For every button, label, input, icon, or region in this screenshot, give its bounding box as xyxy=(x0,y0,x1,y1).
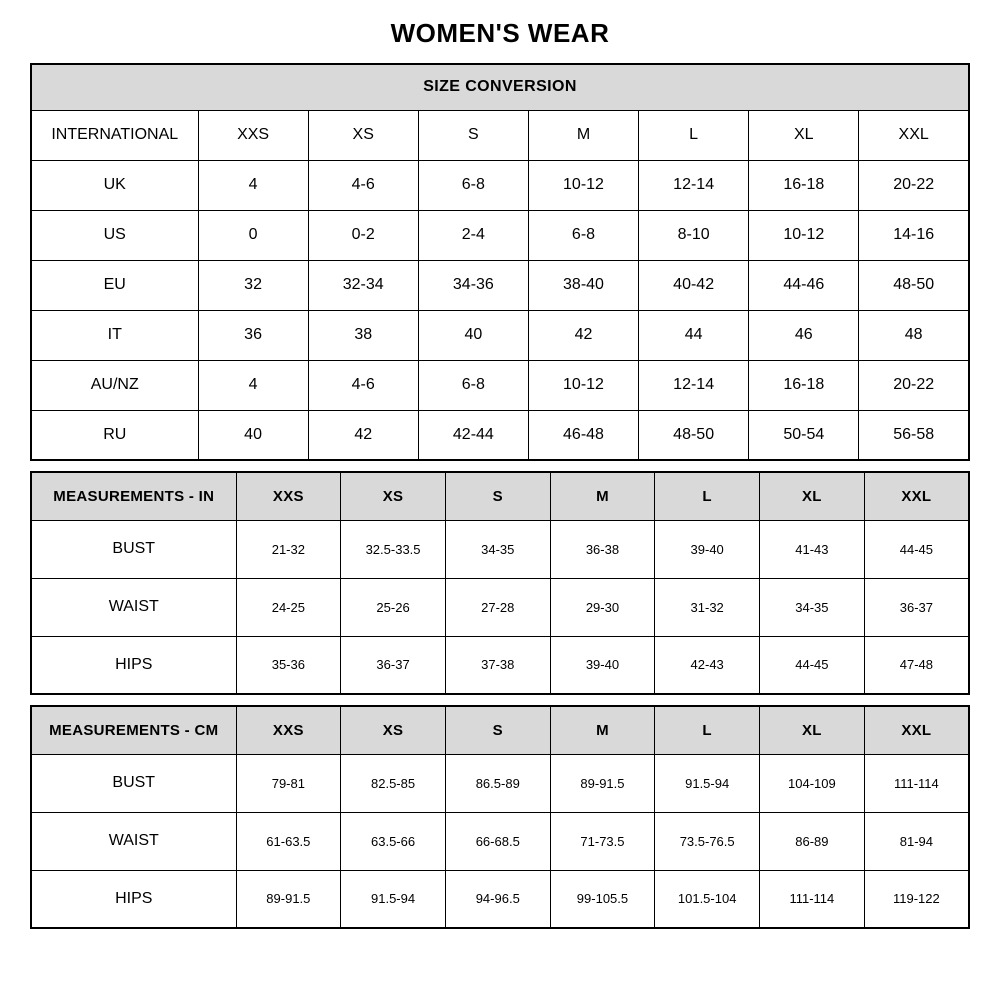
size-cell: 4 xyxy=(198,160,308,210)
size-cell: 48-50 xyxy=(639,410,749,460)
size-header-cell: XXL xyxy=(864,706,969,754)
table-row xyxy=(31,210,969,260)
size-cell: 46-48 xyxy=(528,410,638,460)
size-cell: 6-8 xyxy=(418,360,528,410)
size-cell: XL xyxy=(749,110,859,160)
measurement-cell: 31-32 xyxy=(655,578,760,636)
size-cell: 36 xyxy=(198,310,308,360)
size-cell: 2-4 xyxy=(418,210,528,260)
size-cell: 48 xyxy=(859,310,969,360)
measurement-cell: 91.5-94 xyxy=(341,870,446,928)
measurement-cell: 27-28 xyxy=(445,578,550,636)
measurement-cell: 25-26 xyxy=(341,578,446,636)
measurement-cell: 79-81 xyxy=(236,754,341,812)
measurement-cell: 36-38 xyxy=(550,520,655,578)
measurement-cell: 66-68.5 xyxy=(445,812,550,870)
size-header-cell: S xyxy=(445,472,550,520)
measurement-cell: 89-91.5 xyxy=(236,870,341,928)
size-cell: 16-18 xyxy=(749,360,859,410)
measurement-cell: 119-122 xyxy=(864,870,969,928)
measurement-cell: 39-40 xyxy=(550,636,655,694)
measurement-cell: 81-94 xyxy=(864,812,969,870)
measurements-in-table xyxy=(30,471,970,695)
row-label: BUST xyxy=(31,754,236,812)
row-label: UK xyxy=(31,160,198,210)
size-cell: 56-58 xyxy=(859,410,969,460)
measurement-cell: 32.5-33.5 xyxy=(341,520,446,578)
size-cell: 48-50 xyxy=(859,260,969,310)
size-cell: 38 xyxy=(308,310,418,360)
size-cell: 10-12 xyxy=(528,360,638,410)
size-cell: S xyxy=(418,110,528,160)
page-title: WOMEN'S WEAR xyxy=(390,18,610,48)
table-row xyxy=(31,870,969,928)
measurements-cm-title: MEASUREMENTS - CM xyxy=(31,706,236,754)
size-cell: L xyxy=(639,110,749,160)
size-cell: 4 xyxy=(198,360,308,410)
measurement-cell: 63.5-66 xyxy=(341,812,446,870)
measurement-cell: 104-109 xyxy=(760,754,865,812)
size-header-cell: XL xyxy=(760,706,865,754)
size-cell: 34-36 xyxy=(418,260,528,310)
row-label: WAIST xyxy=(31,578,236,636)
size-cell: 44-46 xyxy=(749,260,859,310)
size-header-cell: L xyxy=(655,706,760,754)
row-label: IT xyxy=(31,310,198,360)
table-row xyxy=(31,110,969,160)
measurement-cell: 29-30 xyxy=(550,578,655,636)
size-cell: 0-2 xyxy=(308,210,418,260)
table-row xyxy=(31,64,969,110)
size-cell: 42-44 xyxy=(418,410,528,460)
table-row xyxy=(31,578,969,636)
size-cell: 4-6 xyxy=(308,160,418,210)
measurement-cell: 36-37 xyxy=(864,578,969,636)
measurement-cell: 44-45 xyxy=(864,520,969,578)
table-row xyxy=(31,812,969,870)
size-cell: 12-14 xyxy=(639,160,749,210)
size-cell: 20-22 xyxy=(859,160,969,210)
table-row xyxy=(31,636,969,694)
measurement-cell: 42-43 xyxy=(655,636,760,694)
measurement-cell: 101.5-104 xyxy=(655,870,760,928)
size-cell: 6-8 xyxy=(418,160,528,210)
table-row xyxy=(31,160,969,210)
measurement-cell: 86-89 xyxy=(760,812,865,870)
size-header-cell: XS xyxy=(341,706,446,754)
measurement-cell: 86.5-89 xyxy=(445,754,550,812)
measurement-cell: 21-32 xyxy=(236,520,341,578)
measurement-cell: 82.5-85 xyxy=(341,754,446,812)
measurement-cell: 94-96.5 xyxy=(445,870,550,928)
size-cell: 10-12 xyxy=(749,210,859,260)
size-header-cell: M xyxy=(550,472,655,520)
measurement-cell: 34-35 xyxy=(445,520,550,578)
size-cell: XXL xyxy=(859,110,969,160)
row-label: INTERNATIONAL xyxy=(31,110,198,160)
size-header-cell: XXS xyxy=(236,472,341,520)
row-label: EU xyxy=(31,260,198,310)
size-cell: 16-18 xyxy=(749,160,859,210)
measurement-cell: 39-40 xyxy=(655,520,760,578)
table-row xyxy=(31,520,969,578)
measurements-cm-table xyxy=(30,705,970,929)
measurement-cell: 41-43 xyxy=(760,520,865,578)
size-cell: 50-54 xyxy=(749,410,859,460)
size-cell: 42 xyxy=(528,310,638,360)
size-cell: 32 xyxy=(198,260,308,310)
table-row xyxy=(31,360,969,410)
size-cell: 0 xyxy=(198,210,308,260)
measurements-in-title: MEASUREMENTS - IN xyxy=(31,472,236,520)
size-cell: 8-10 xyxy=(639,210,749,260)
row-label: RU xyxy=(31,410,198,460)
table-row xyxy=(31,754,969,812)
size-header-cell: XXS xyxy=(236,706,341,754)
size-cell: 12-14 xyxy=(639,360,749,410)
measurement-cell: 71-73.5 xyxy=(550,812,655,870)
table-row xyxy=(31,310,969,360)
measurement-cell: 47-48 xyxy=(864,636,969,694)
row-label: US xyxy=(31,210,198,260)
measurement-cell: 99-105.5 xyxy=(550,870,655,928)
table-header-row xyxy=(31,706,969,754)
measurement-cell: 44-45 xyxy=(760,636,865,694)
size-conversion-title: SIZE CONVERSION xyxy=(31,64,969,110)
size-cell: 46 xyxy=(749,310,859,360)
table-row xyxy=(31,260,969,310)
size-conversion-table xyxy=(30,63,970,461)
size-cell: 20-22 xyxy=(859,360,969,410)
measurement-cell: 36-37 xyxy=(341,636,446,694)
measurement-cell: 24-25 xyxy=(236,578,341,636)
size-header-cell: XXL xyxy=(864,472,969,520)
size-header-cell: S xyxy=(445,706,550,754)
row-label: HIPS xyxy=(31,870,236,928)
table-row xyxy=(31,410,969,460)
size-cell: 38-40 xyxy=(528,260,638,310)
row-label: WAIST xyxy=(31,812,236,870)
measurement-cell: 111-114 xyxy=(760,870,865,928)
size-cell: 10-12 xyxy=(528,160,638,210)
measurement-cell: 37-38 xyxy=(445,636,550,694)
size-cell: 40 xyxy=(418,310,528,360)
size-cell: 32-34 xyxy=(308,260,418,310)
size-cell: 44 xyxy=(639,310,749,360)
row-label: AU/NZ xyxy=(31,360,198,410)
measurement-cell: 35-36 xyxy=(236,636,341,694)
size-header-cell: XS xyxy=(341,472,446,520)
size-cell: 14-16 xyxy=(859,210,969,260)
size-cell: 42 xyxy=(308,410,418,460)
size-cell: M xyxy=(528,110,638,160)
measurement-cell: 34-35 xyxy=(760,578,865,636)
measurement-cell: 73.5-76.5 xyxy=(655,812,760,870)
size-header-cell: XL xyxy=(760,472,865,520)
size-cell: 4-6 xyxy=(308,360,418,410)
size-cell: XXS xyxy=(198,110,308,160)
size-cell: 40-42 xyxy=(639,260,749,310)
size-cell: 6-8 xyxy=(528,210,638,260)
size-header-cell: L xyxy=(655,472,760,520)
measurement-cell: 61-63.5 xyxy=(236,812,341,870)
measurement-cell: 91.5-94 xyxy=(655,754,760,812)
size-cell: XS xyxy=(308,110,418,160)
row-label: BUST xyxy=(31,520,236,578)
table-header-row xyxy=(31,472,969,520)
size-cell: 40 xyxy=(198,410,308,460)
size-header-cell: M xyxy=(550,706,655,754)
measurement-cell: 89-91.5 xyxy=(550,754,655,812)
row-label: HIPS xyxy=(31,636,236,694)
measurement-cell: 111-114 xyxy=(864,754,969,812)
